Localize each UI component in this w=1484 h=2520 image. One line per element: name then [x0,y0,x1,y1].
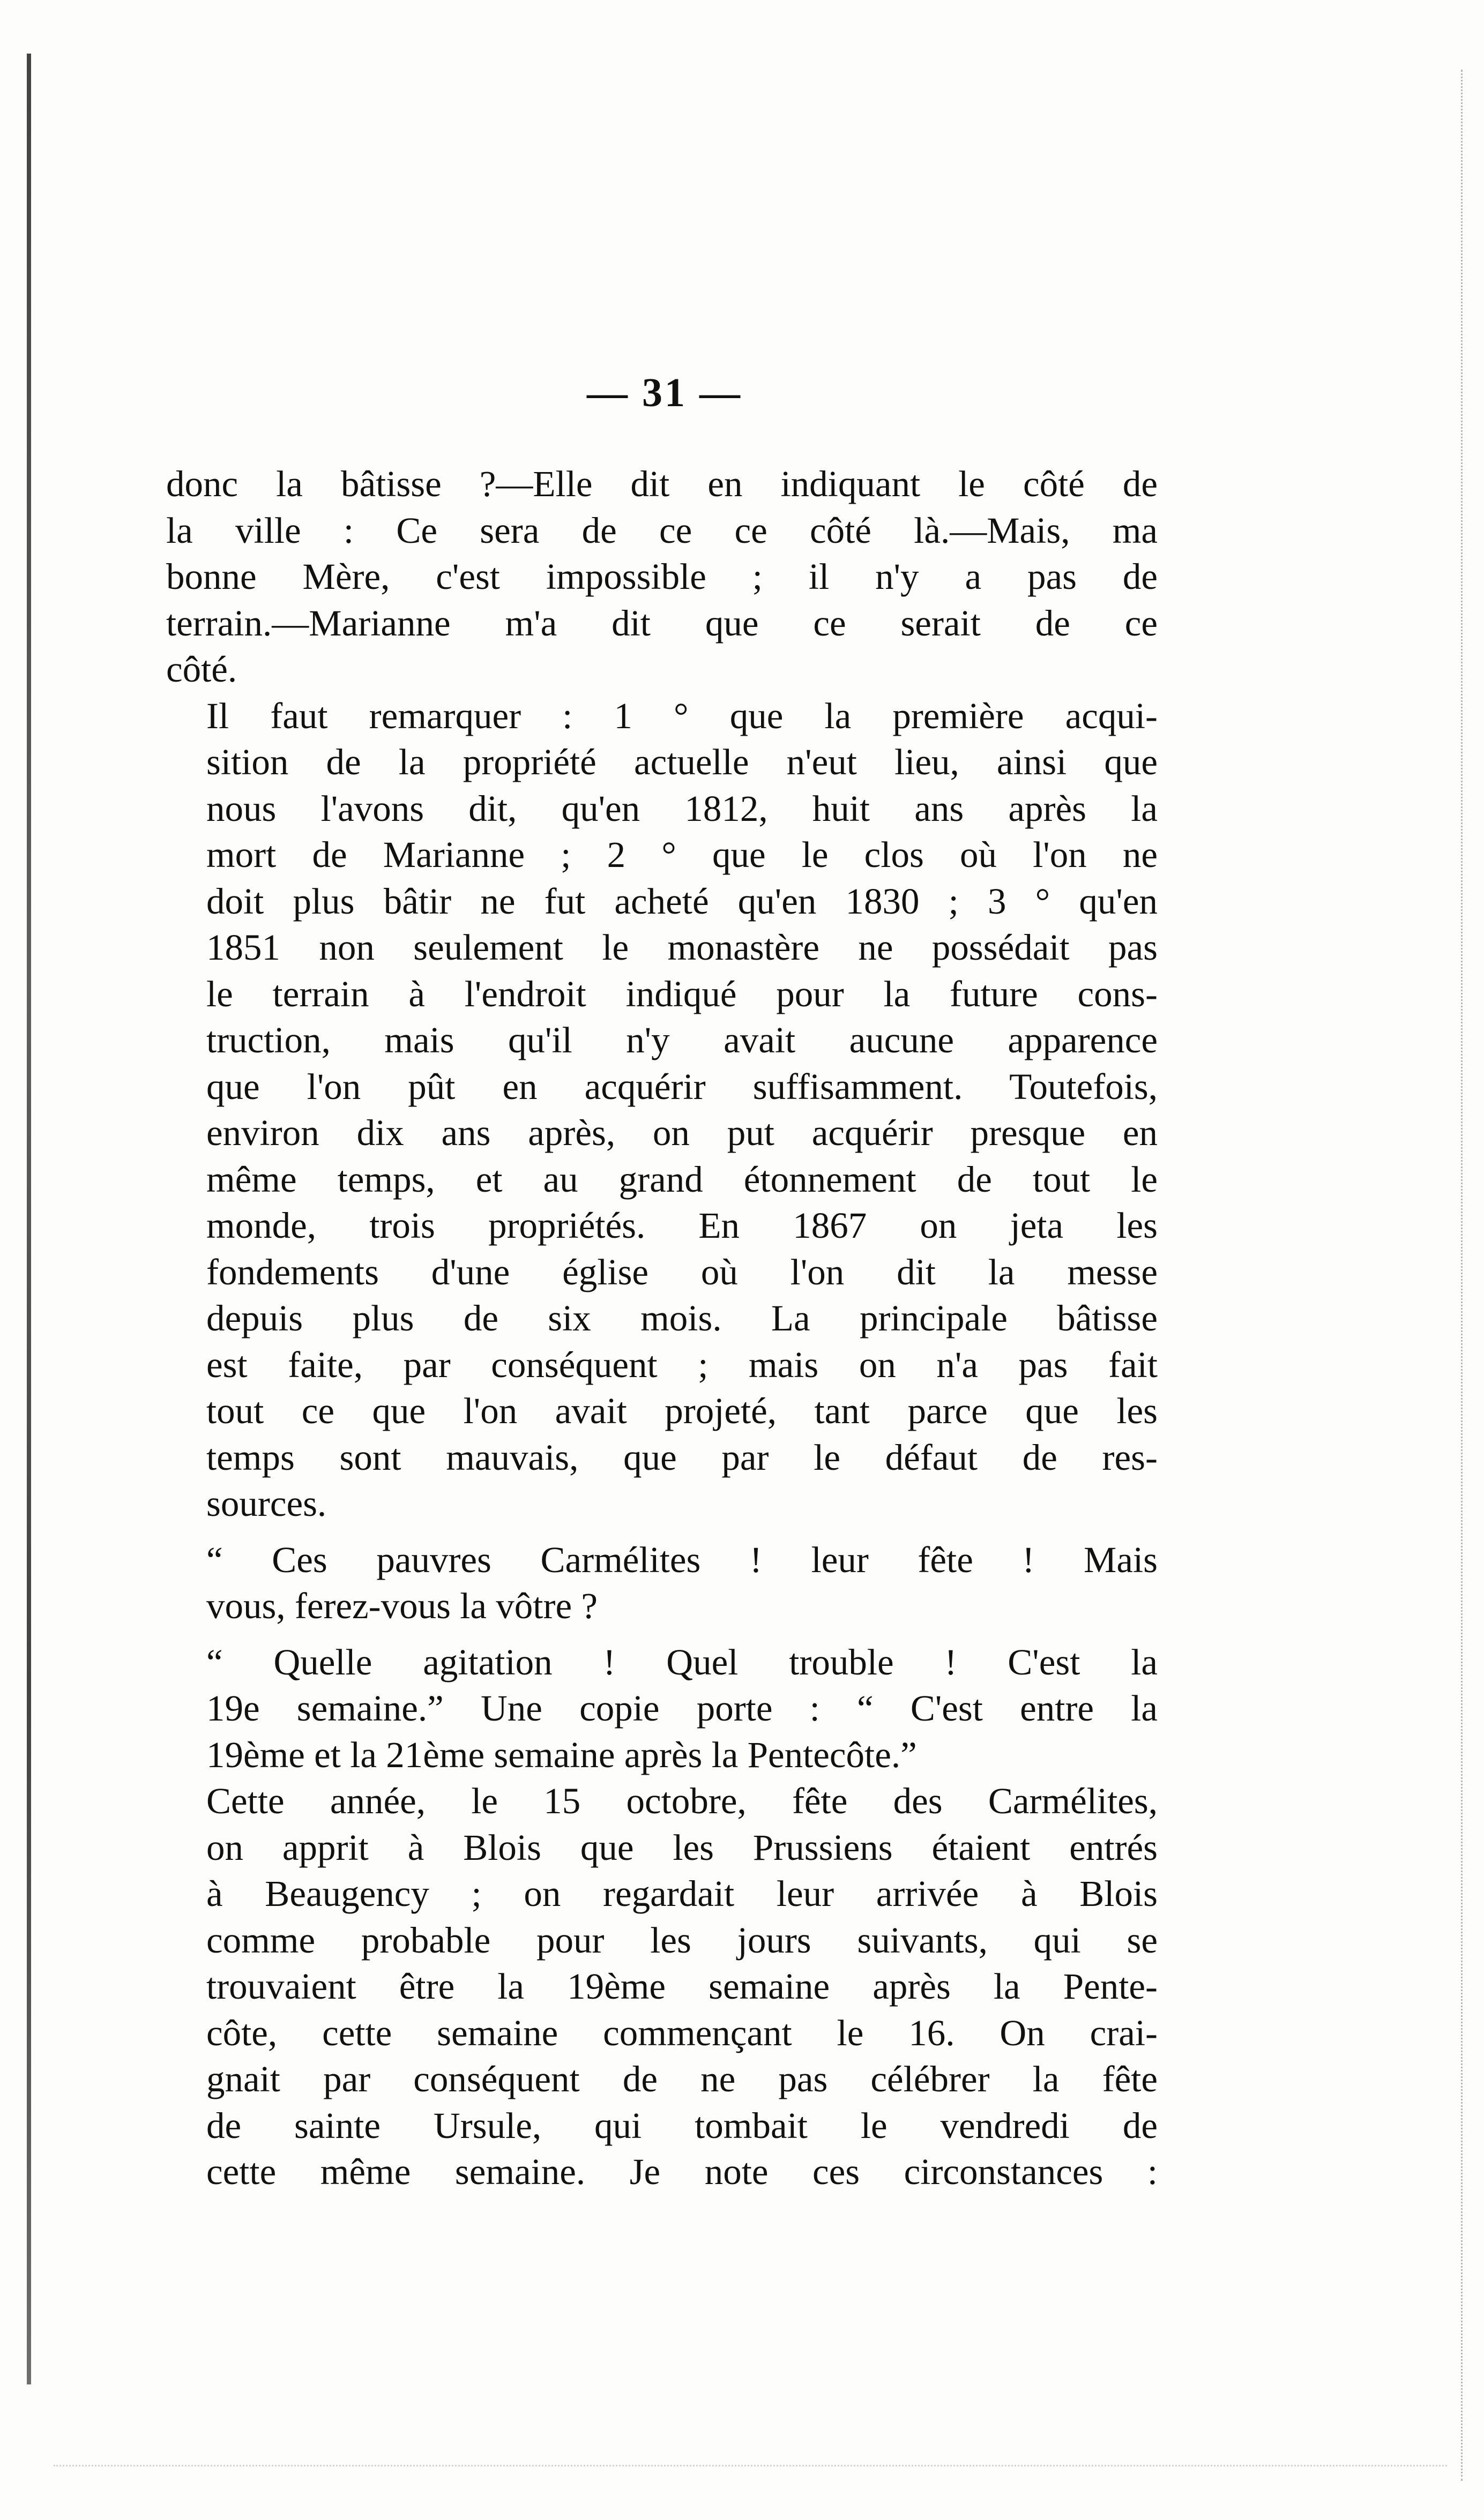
text-line: gnait par conséquent de ne pas célébrer la fête [206,2059,1158,2099]
text-line: 1851 non seulement le monastère ne possédait pas [206,927,1158,968]
text-line: truction, mais qu'il n'y avait aucune apparence [206,1020,1158,1060]
paragraph-1 [166,461,1158,693]
text-line: le terrain à l'endroit indiqué pour la future cons- [206,973,1158,1014]
text-line: depuis plus de six mois. La principale bâtisse [206,1298,1158,1338]
text-line: environ dix ans après, on put acquérir presque en [206,1112,1158,1153]
text-line: comme probable pour les jours suivants, qui se [206,1919,1158,1961]
page-right-edge [1458,70,1463,2481]
text-line: de sainte Ursule, qui tombait le vendredi de [206,2105,1158,2146]
text-line: même temps, et au grand étonnement de tout le [206,1158,1158,1200]
text-line: “ Quelle agitation ! Quel trouble ! C'est la [206,1641,1158,1683]
text-line: fondements d'une église où l'on dit la messe [206,1251,1158,1292]
text-line: nous l'avons dit, qu'en 1812, huit ans après la [206,788,1158,829]
text-line: sition de la propriété actuelle n'eut lieu, ainsi que [206,742,1158,782]
text-line: “ Ces pauvres Carmélites ! leur fête ! Mais [206,1539,1158,1580]
text-line: vous, ferez-vous la vôtre ? [206,1586,598,1626]
text-line: temps sont mauvais, que par le défaut de res- [206,1437,1158,1478]
paragraph-3 [166,1537,1158,1629]
text-line: côte, cette semaine commençant le 16. On crai- [206,2012,1158,2053]
text-line: tout ce que l'on avait projeté, tant parce que les [206,1390,1158,1431]
text-line: cette même semaine. Je note ces circonstances : [206,2151,1158,2192]
text-line: sources. [206,1483,327,1524]
text-line: 19ème et la 21ème semaine après la Pentecôte.” [206,1734,917,1775]
paragraph-4 [166,1639,1158,1778]
text-line: la ville : Ce sera de ce ce côté là.—Mais, ma [166,510,1158,551]
text-line: terrain.—Marianne m'a dit que ce serait de ce [166,602,1158,644]
text-line: doit plus bâtir ne fut acheté qu'en 1830 ; 3 ° qu'en [206,880,1158,922]
text-line: Cette année, le 15 octobre, fête des Carmélites, [206,1781,1158,1821]
paragraph-2 [166,693,1158,1527]
paragraph-5 [166,1778,1158,2195]
page-binding-edge [27,54,31,2384]
text-line: on apprit à Blois que les Prussiens étaient entrés [206,1827,1158,1868]
text-line: mort de Marianne ; 2 ° que le clos où l'on ne [206,834,1158,875]
text-line: que l'on pût en acquérir suffisamment. Toutefois, [206,1066,1158,1107]
text-line: bonne Mère, c'est impossible ; il n'y a pas de [166,556,1158,597]
page-number: — 31 — [587,370,742,415]
text-line: à Beaugency ; on regardait leur arrivée à Blois [206,1873,1158,1914]
text-line: est faite, par conséquent ; mais on n'a pas fait [206,1344,1158,1385]
text-line: monde, trois propriétés. En 1867 on jeta les [206,1205,1158,1246]
page-bottom-edge [54,2465,1447,2469]
text-line: Il faut remarquer : 1 ° que la première acqui- [206,695,1158,736]
text-line: 19e semaine.” Une copie porte : “ C'est entre la [206,1688,1158,1729]
body-text [166,461,1158,2195]
text-line: côté. [166,649,237,690]
text-line: trouvaient être la 19ème semaine après la Pente- [206,1966,1158,2007]
text-line: donc la bâtisse ?—Elle dit en indiquant le côté de [166,463,1158,504]
